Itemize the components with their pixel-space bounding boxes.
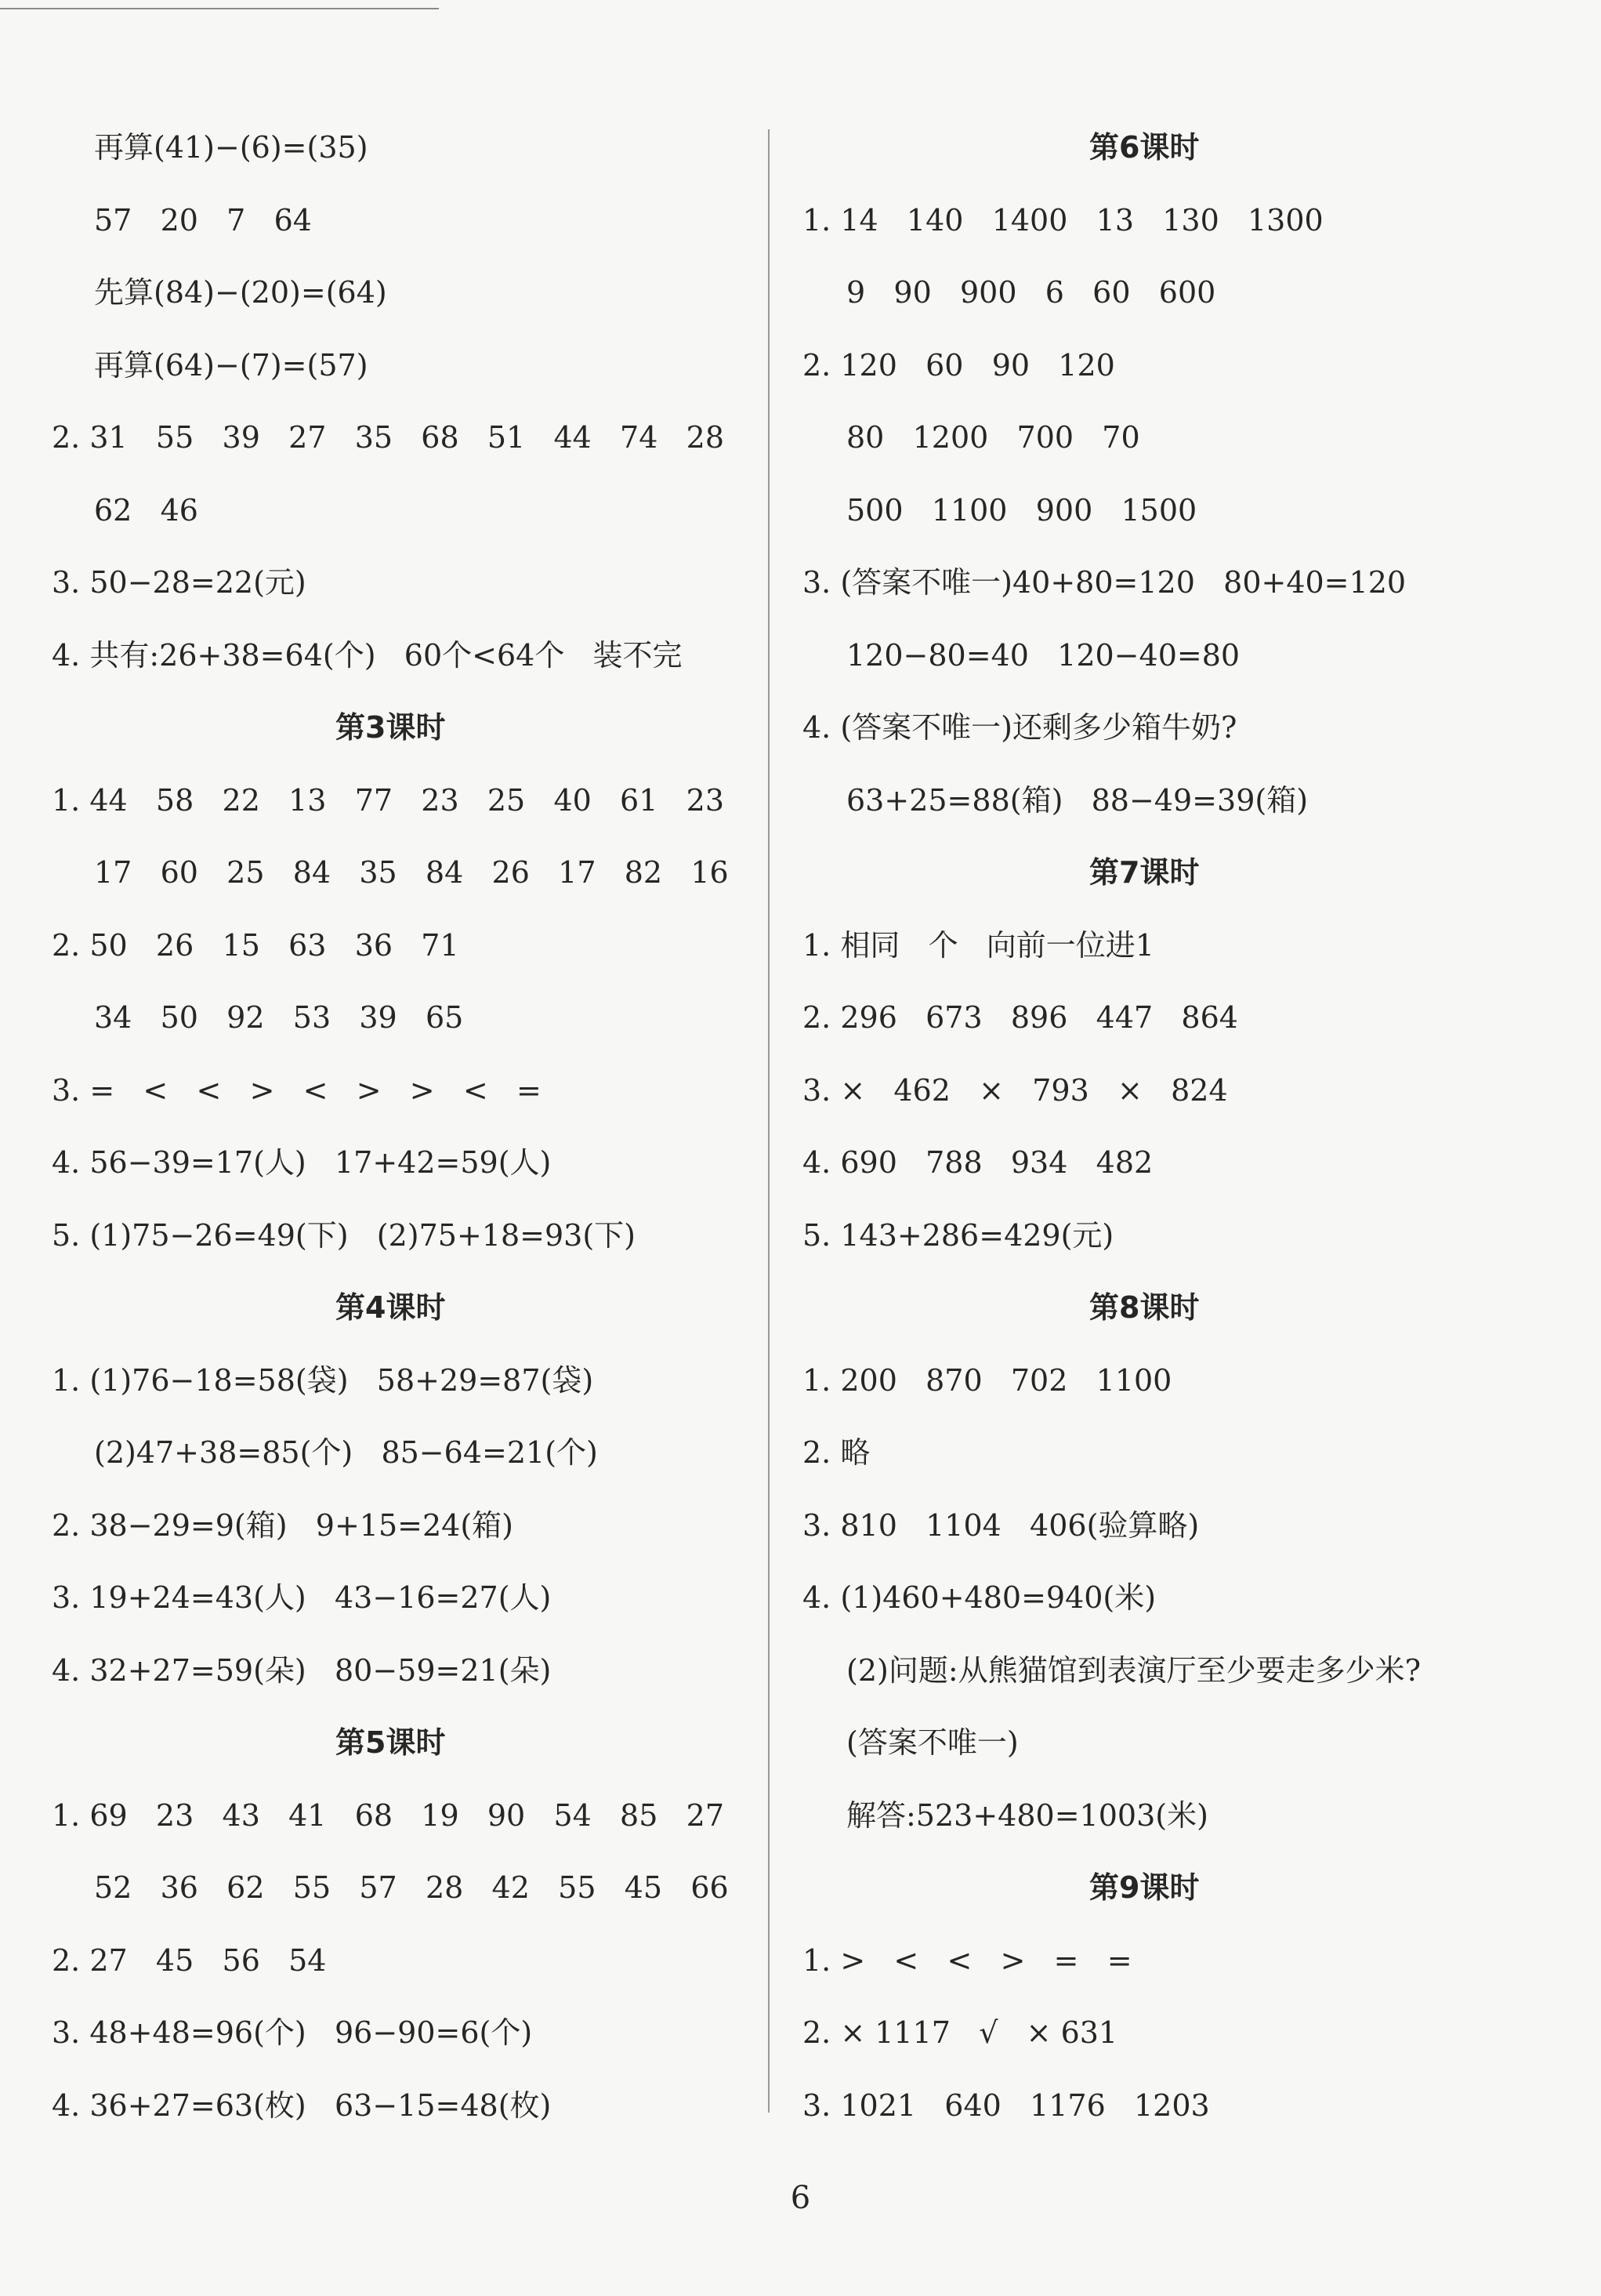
lesson-heading: 第3课时: [335, 710, 446, 745]
lesson-heading: 第9课时: [1089, 1870, 1200, 1905]
answer-line: 2. 38−29=9(箱) 9+15=24(箱): [52, 1508, 514, 1543]
answer-line: (答案不唯一): [846, 1725, 1019, 1760]
answer-line: 1. > < < > = =: [802, 1943, 1132, 1978]
answer-line: 63+25=88(箱) 88−49=39(箱): [846, 783, 1309, 818]
answer-line: 4. 36+27=63(枚) 63−15=48(枚): [52, 2088, 552, 2123]
answer-line: 2. 296 673 896 447 864: [802, 1000, 1238, 1035]
answer-line: 1. 44 58 22 13 77 23 25 40 61 23: [52, 783, 725, 818]
answer-line: 52 36 62 55 57 28 42 55 45 66: [94, 1870, 729, 1905]
answer-line: 1. 相同 个 向前一位进1: [802, 928, 1154, 963]
answer-line: 3. 810 1104 406(验算略): [802, 1508, 1200, 1543]
answer-line: 3. 48+48=96(个) 96−90=6(个): [52, 2015, 533, 2050]
answer-line: 17 60 25 84 35 84 26 17 82 16: [94, 855, 729, 890]
answer-line: 3. × 462 × 793 × 824: [802, 1073, 1228, 1108]
answer-line: 再算(41)−(6)=(35): [94, 130, 368, 165]
answer-line: 2. 31 55 39 27 35 68 51 44 74 28: [52, 420, 725, 455]
lesson-heading: 第4课时: [335, 1290, 446, 1325]
answer-line: 62 46: [94, 493, 198, 528]
answer-line: 57 20 7 64: [94, 203, 312, 238]
answer-line: 2. 27 45 56 54: [52, 1943, 327, 1978]
answer-line: (2)47+38=85(个) 85−64=21(个): [94, 1435, 598, 1470]
answer-line: 1. (1)76−18=58(袋) 58+29=87(袋): [52, 1363, 594, 1398]
answer-line: 3. 1021 640 1176 1203: [802, 2088, 1210, 2123]
answer-line: 3. 19+24=43(人) 43−16=27(人): [52, 1580, 552, 1615]
answer-line: 500 1100 900 1500: [846, 493, 1197, 528]
answer-line: 1. 69 23 43 41 68 19 90 54 85 27: [52, 1798, 725, 1833]
answer-line: 2. 50 26 15 63 36 71: [52, 928, 459, 963]
page-number: 6: [790, 2180, 811, 2216]
answer-line: 5. 143+286=429(元): [802, 1218, 1114, 1253]
column-divider: [768, 129, 770, 2113]
answer-line: 9 90 900 6 60 600: [846, 275, 1216, 310]
answer-line: 5. (1)75−26=49(下) (2)75+18=93(下): [52, 1218, 636, 1253]
answer-line: 2. 略: [802, 1435, 871, 1470]
lesson-heading: 第7课时: [1089, 855, 1200, 890]
answer-line: 先算(84)−(20)=(64): [94, 275, 387, 310]
answer-line: 2. × 1117 √ × 631: [802, 2015, 1118, 2050]
answer-line: 4. (1)460+480=940(米): [802, 1580, 1157, 1615]
top-rule: [0, 8, 439, 9]
answer-line: 再算(64)−(7)=(57): [94, 348, 368, 383]
answer-line: 1. 200 870 702 1100: [802, 1363, 1172, 1398]
lesson-heading: 第8课时: [1089, 1290, 1200, 1325]
answer-line: 4. 32+27=59(朵) 80−59=21(朵): [52, 1653, 552, 1688]
answer-line: 1. 14 140 1400 13 130 1300: [802, 203, 1324, 238]
answer-line: 4. 690 788 934 482: [802, 1145, 1154, 1180]
answer-line: 4. 56−39=17(人) 17+42=59(人): [52, 1145, 552, 1180]
answer-line: 4. (答案不唯一)还剩多少箱牛奶?: [802, 710, 1237, 745]
answer-line: 3. = < < > < > > < =: [52, 1073, 542, 1108]
lesson-heading: 第6课时: [1089, 130, 1200, 165]
answer-line: 120−80=40 120−40=80: [846, 638, 1241, 673]
answer-line: 3. (答案不唯一)40+80=120 80+40=120: [802, 565, 1407, 600]
answer-line: 解答:523+480=1003(米): [846, 1798, 1208, 1833]
answer-line: 3. 50−28=22(元): [52, 565, 306, 600]
lesson-heading: 第5课时: [335, 1725, 446, 1760]
answer-line: 4. 共有:26+38=64(个) 60个<64个 装不完: [52, 638, 683, 673]
answer-line: 80 1200 700 70: [846, 420, 1140, 455]
answer-line: 34 50 92 53 39 65: [94, 1000, 464, 1035]
answer-line: 2. 120 60 90 120: [802, 348, 1115, 383]
answer-line: (2)问题:从熊猫馆到表演厅至少要走多少米?: [846, 1653, 1422, 1688]
